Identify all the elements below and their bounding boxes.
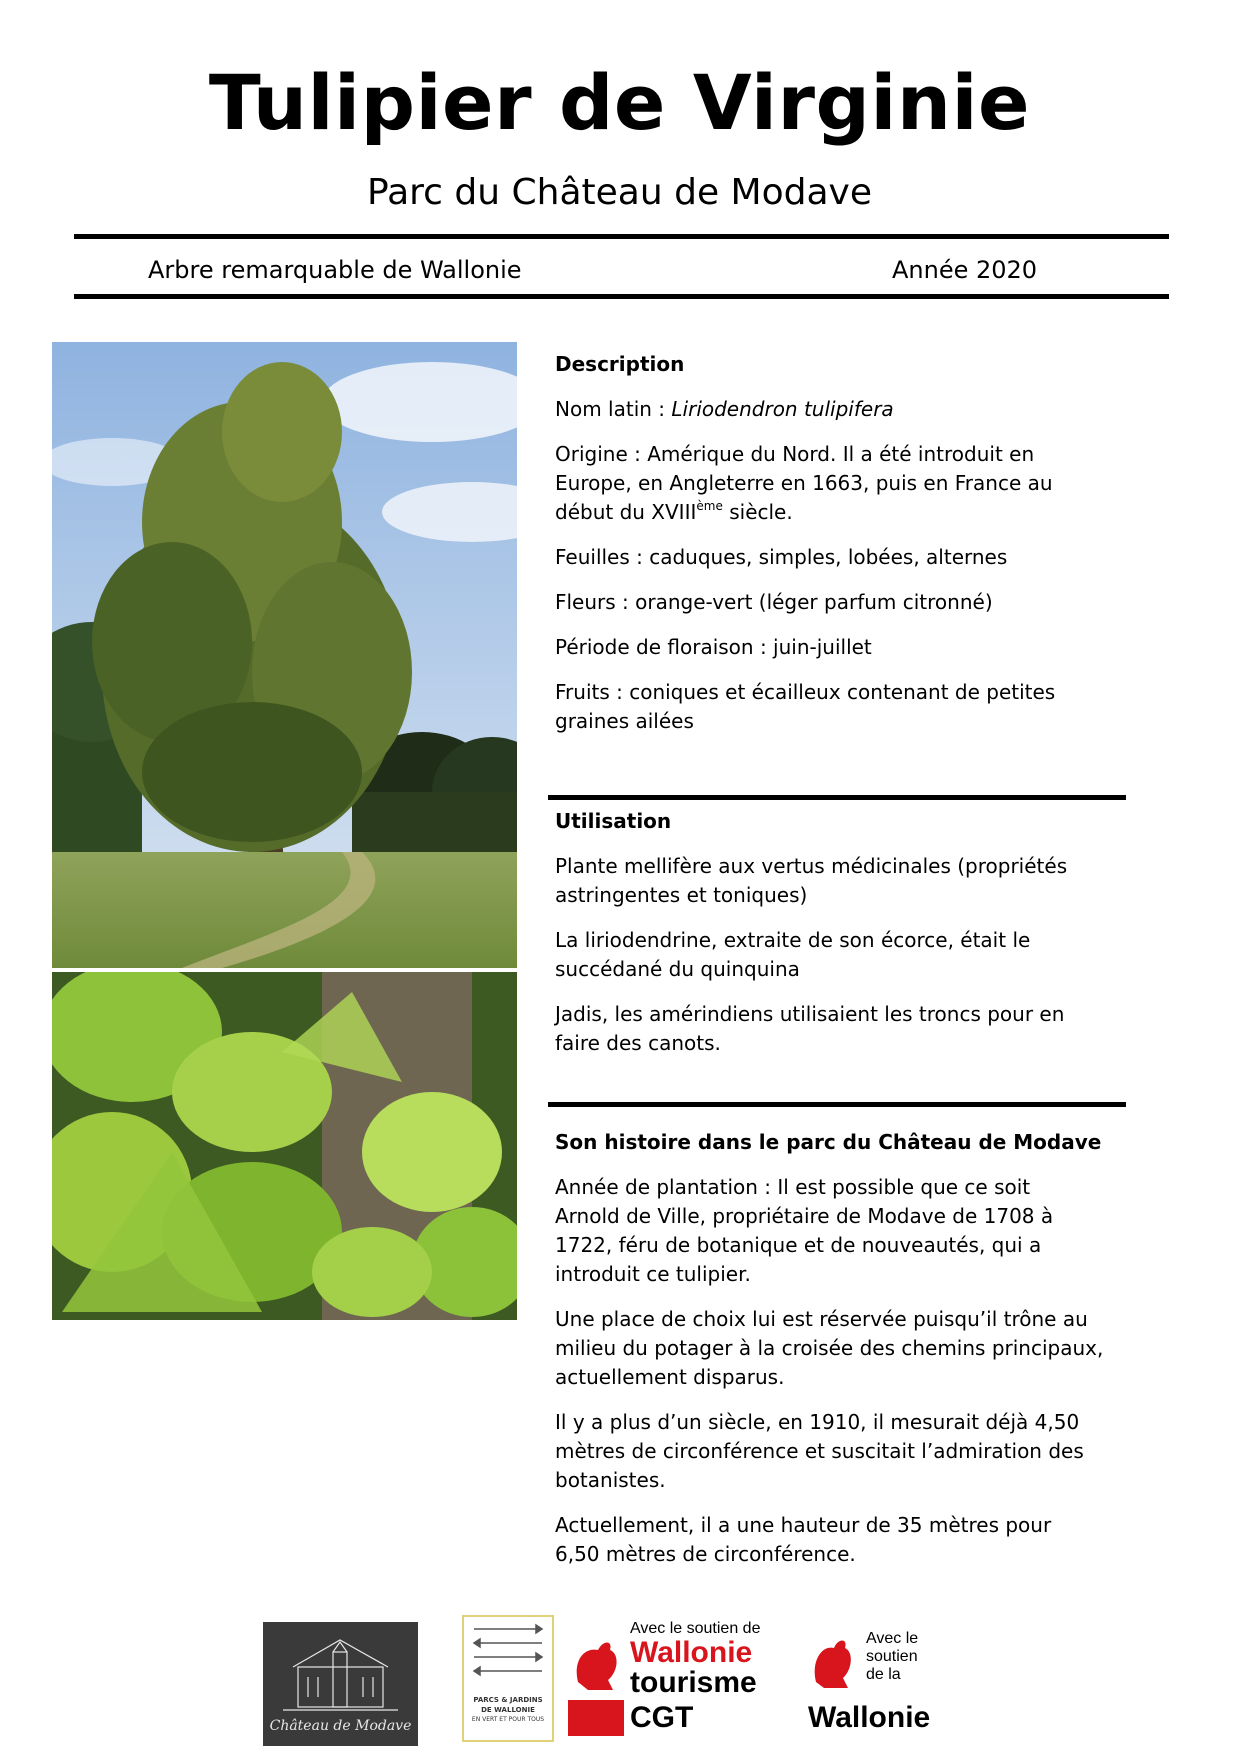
parcs-logo-line1: PARCS & JARDINS — [473, 1696, 543, 1704]
origin-superscript: ème — [696, 499, 723, 513]
rooster-icon-2 — [808, 1630, 858, 1690]
usage-paragraph-3: Jadis, les amérindiens utilisaient les troncs pour en faire des canots. — [555, 1002, 1065, 1055]
chateau-de-modave-logo — [263, 1622, 418, 1746]
soutien-line3: de la — [866, 1666, 901, 1683]
usage-heading: Utilisation — [555, 809, 672, 833]
section-divider-1 — [548, 795, 1126, 800]
chateau-logo-text: Château de Modave — [269, 1718, 412, 1734]
latin-label: Nom latin : — [555, 397, 672, 421]
fruits-line: Fruits : coniques et écailleux contenant de petites graines ailées — [555, 680, 1056, 733]
origin-line — [555, 440, 1075, 527]
wallonie-tourisme-logo — [568, 1620, 768, 1740]
usage-section — [555, 807, 1115, 1058]
soutien-wallonie-logo — [808, 1630, 948, 1745]
history-paragraph-2: Une place de choix lui est réservée puisqu’il trône au milieu du potager à la croisée des chemins principaux, actuellement disparus. — [555, 1307, 1104, 1389]
header-rule-top — [74, 234, 1169, 239]
page-title: Tulipier de Virginie — [208, 58, 1031, 147]
tourisme-cgt-text: CGT — [630, 1701, 694, 1734]
usage-paragraph-2: La liriodendrine, extraite de son écorce, était le succédané du quinquina — [555, 928, 1031, 981]
flowers-line: Fleurs : orange-vert (léger parfum citronné) — [555, 590, 993, 614]
tourisme-wallonie-text: Wallonie — [630, 1636, 753, 1669]
leaves-line: Feuilles : caduques, simples, lobées, alternes — [555, 545, 1008, 569]
history-section — [555, 1128, 1115, 1569]
tourisme-top-text: Avec le soutien de — [630, 1620, 761, 1637]
arrows-icon — [464, 1617, 552, 1685]
latin-name: Liriodendron tulipifera — [671, 397, 894, 421]
label-remarkable-tree: Arbre remarquable de Wallonie — [148, 256, 522, 284]
description-section — [555, 350, 1115, 736]
history-heading: Son histoire dans le parc du Château de Modave — [555, 1130, 1102, 1154]
history-paragraph-4: Actuellement, il a une hauteur de 35 mètres pour 6,50 mètres de circonférence. — [555, 1513, 1052, 1566]
soutien-wallonie-text: Wallonie — [808, 1701, 931, 1734]
flowering-line: Période de floraison : juin-juillet — [555, 635, 872, 659]
rooster-icon — [568, 1632, 628, 1692]
section-divider-2 — [548, 1102, 1126, 1107]
page-subtitle: Parc du Château de Modave — [366, 172, 872, 213]
origin-end: siècle. — [722, 500, 793, 524]
label-year: Année 2020 — [892, 256, 1038, 284]
parcs-jardins-logo — [462, 1615, 554, 1742]
tourisme-word-text: tourisme — [630, 1666, 757, 1699]
latin-name-line — [555, 395, 1115, 424]
parcs-logo-line2: DE WALLONIE — [481, 1706, 535, 1714]
soutien-line2: soutien — [866, 1648, 918, 1665]
header-rule-bottom — [74, 294, 1169, 299]
history-paragraph-1: Année de plantation : Il est possible que ce soit Arnold de Ville, propriétaire de Modave de 1708 à 1722, féru de botanique et de nouveautés, qui a introduit ce tulipier. — [555, 1175, 1054, 1286]
origin-text: Origine : Amérique du Nord. Il a été introduit en Europe, en Angleterre en 1663, puis en France au début du XVIII — [555, 442, 1053, 524]
history-paragraph-3: Il y a plus d’un siècle, en 1910, il mesurait déjà 4,50 mètres de circonférence et suscitait l’admiration des botanistes. — [555, 1410, 1084, 1492]
usage-paragraph-1: Plante mellifère aux vertus médicinales (propriétés astringentes et toniques) — [555, 854, 1068, 907]
parcs-logo-line3: EN VERT ET POUR TOUS — [471, 1716, 545, 1723]
soutien-line1: Avec le — [866, 1630, 919, 1647]
cgt-badge-icon — [568, 1700, 624, 1736]
tree-photo — [52, 342, 517, 968]
leaves-photo — [52, 972, 517, 1320]
description-heading: Description — [555, 352, 685, 376]
